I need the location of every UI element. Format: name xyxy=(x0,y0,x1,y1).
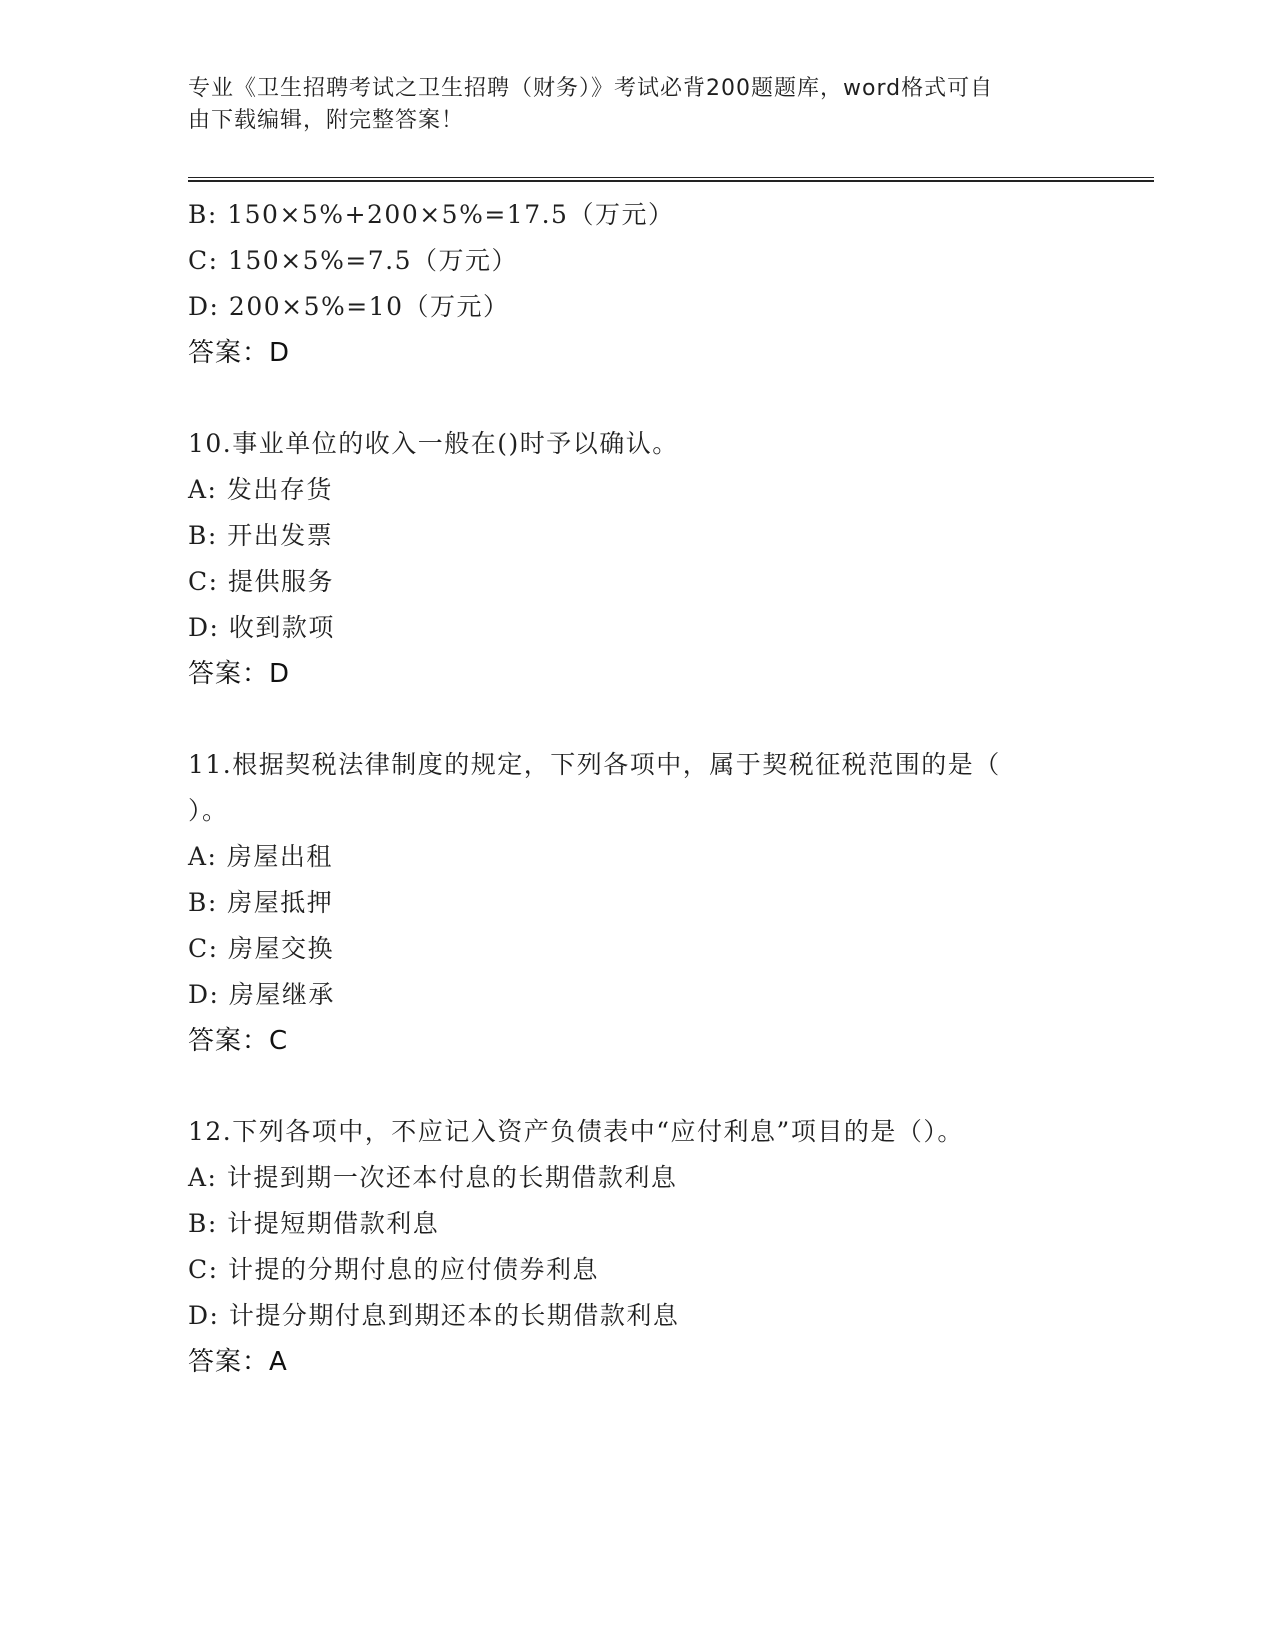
option-c: C: 计提的分期付息的应付债券利息 xyxy=(188,1255,599,1284)
question-9 xyxy=(188,192,1088,376)
option-a: A: 发出存货 xyxy=(188,475,333,504)
option-a: A: 房屋出租 xyxy=(188,842,333,871)
option-b: B: 房屋抵押 xyxy=(188,888,334,917)
document-header xyxy=(188,73,1088,137)
option-b: B: 150×5%+200×5%=17.5（万元） xyxy=(188,200,675,229)
option-c: C: 150×5%=7.5（万元） xyxy=(188,246,519,275)
option-c: C: 提供服务 xyxy=(188,567,334,596)
option-a: A: 计提到期一次还本付息的长期借款利息 xyxy=(188,1163,678,1192)
option-d: D: 计提分期付息到期还本的长期借款利息 xyxy=(188,1301,680,1330)
answer: 答案：D xyxy=(188,338,291,368)
question-text-line-1: 11.根据契税法律制度的规定，下列各项中，属于契税征税范围的是（ xyxy=(188,750,1001,779)
header-line-2: 由下载编辑，附完整答案！ xyxy=(188,108,465,133)
option-d: D: 200×5%=10（万元） xyxy=(188,292,510,321)
answer: 答案：A xyxy=(188,1347,288,1377)
question-list xyxy=(188,192,1088,1385)
question-text: 10.事业单位的收入一般在()时予以确认。 xyxy=(188,429,679,458)
question-10 xyxy=(188,421,1088,697)
header-line-1: 专业《卫生招聘考试之卫生招聘（财务）》考试必背200题题库，word格式可自 xyxy=(188,76,994,101)
option-d: D: 收到款项 xyxy=(188,613,335,642)
question-11 xyxy=(188,742,1088,1064)
option-d: D: 房屋继承 xyxy=(188,980,335,1009)
header-divider xyxy=(188,177,1154,182)
spacer xyxy=(188,376,1088,421)
spacer xyxy=(188,1064,1088,1109)
answer: 答案：C xyxy=(188,1026,289,1056)
question-text: 12.下列各项中，不应记入资产负债表中“应付利息”项目的是（）。 xyxy=(188,1117,964,1146)
answer: 答案：D xyxy=(188,659,291,689)
question-12 xyxy=(188,1109,1088,1385)
option-b: B: 开出发票 xyxy=(188,521,334,550)
question-text-line-2: ）。 xyxy=(188,796,229,825)
option-c: C: 房屋交换 xyxy=(188,934,334,963)
spacer xyxy=(188,697,1088,742)
option-b: B: 计提短期借款利息 xyxy=(188,1209,440,1238)
